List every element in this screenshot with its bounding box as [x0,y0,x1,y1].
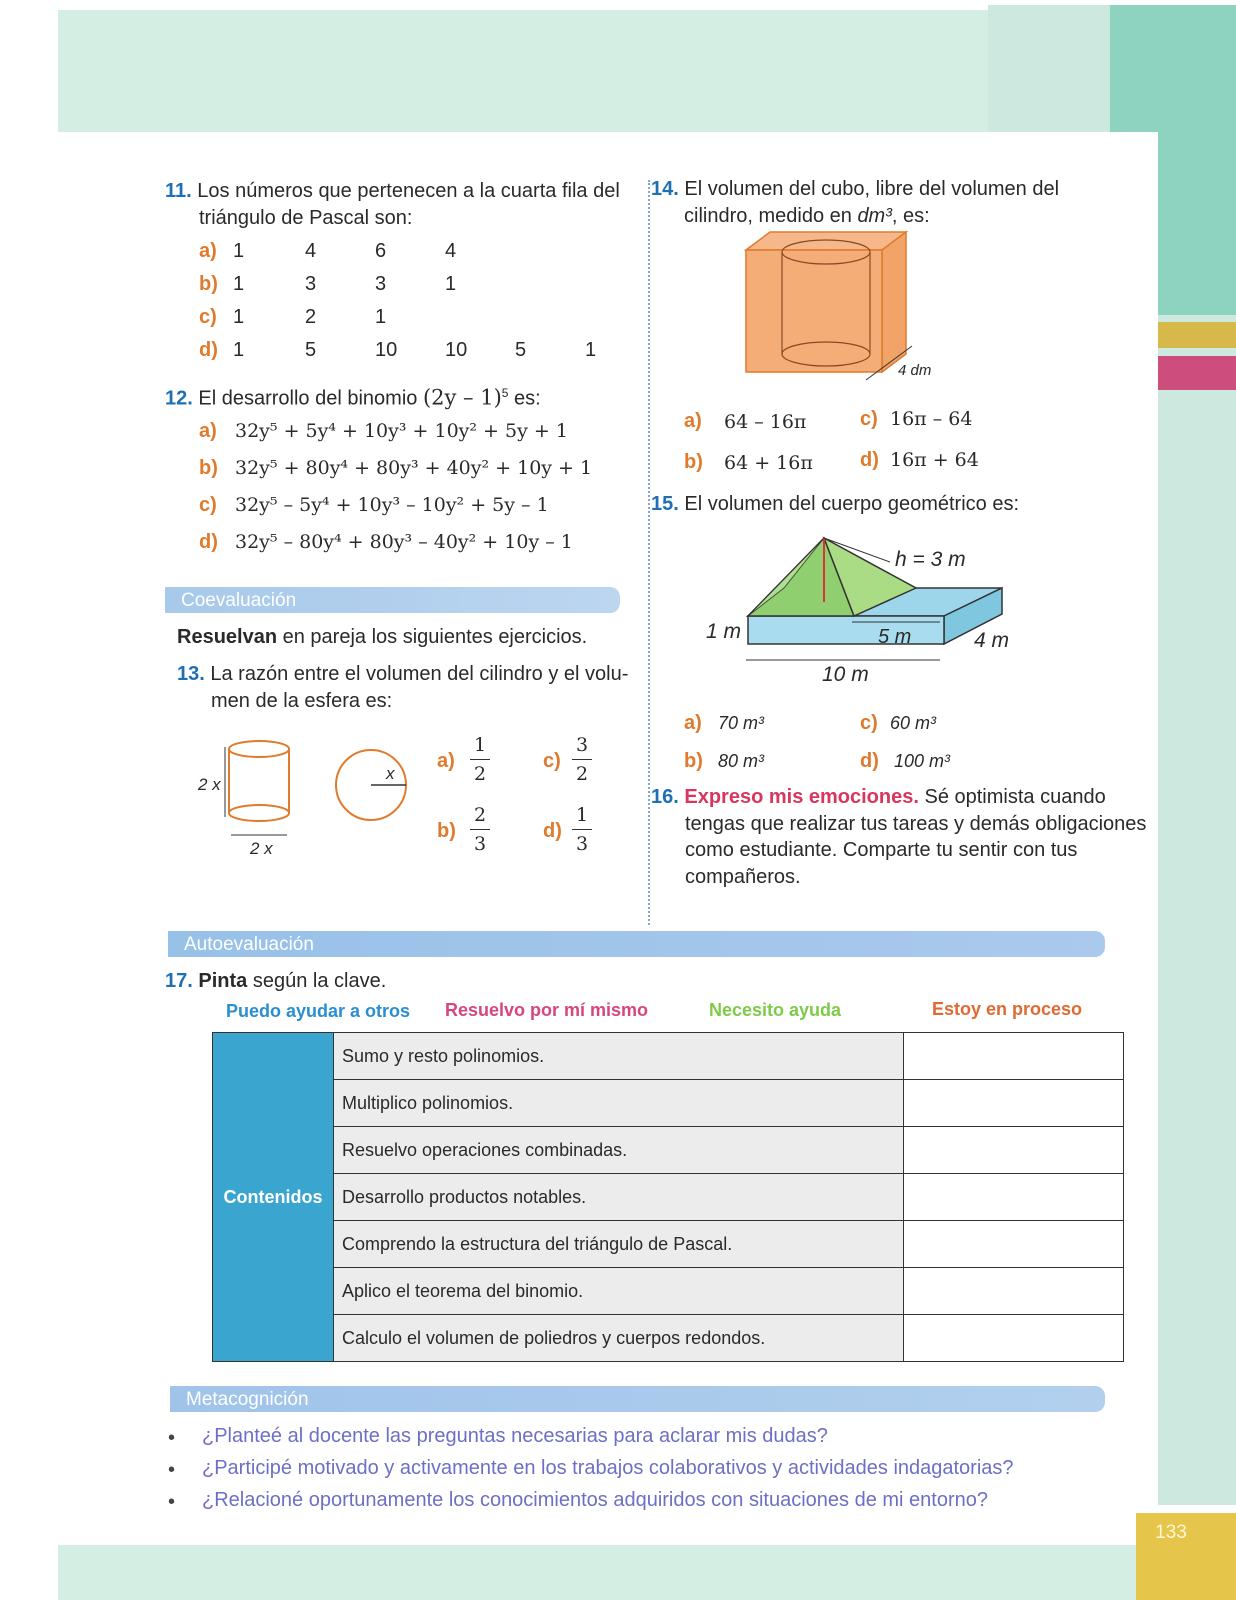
option-expression: 16π – 64 [890,408,973,430]
question-text-line: compañeros. [685,866,801,888]
question-text: es: [514,387,541,410]
option-label: a) [199,240,217,262]
question-text-line: El volumen del cubo, libre del volumen del [684,178,1060,200]
option-expression: 64 + 16π [724,452,813,474]
option-label: d) [860,449,879,471]
pyramid-base-label: 5 m [878,626,912,648]
sphere-shape [336,750,406,820]
question-text-line: como estudiante. Comparte tu sentir con tus [685,839,1078,861]
option-value: 1 [233,273,245,295]
option-value: 10 [445,339,468,361]
option-value: 3 [305,273,317,295]
question-14-text [651,176,1106,203]
cylinder-shape [229,741,289,821]
legend-en-proceso: Estoy en proceso [932,999,1083,1019]
table-row [213,1080,1124,1127]
column-divider [648,180,650,925]
instruction-bold: Pinta [198,970,248,992]
right-yellow-tab [1158,322,1236,348]
table-row [213,1268,1124,1315]
question-16-text [651,784,1106,811]
option-value: 1 [585,339,597,361]
metacognition-question: ¿Planteé al docente las preguntas necesarias para aclarar mis dudas? [202,1425,828,1447]
table-row [213,1127,1124,1174]
numerator: 1 [473,734,487,756]
emotion-heading: Expreso mis emociones. [684,786,919,808]
table-cell: Desarrollo productos notables. [334,1174,904,1221]
bullet-icon: • [168,1491,176,1513]
instruction-text: en pareja los siguientes ejercicios. [277,626,588,648]
option-label: b) [199,457,218,479]
option-value: 1 [233,240,245,262]
question-text: El desarrollo del binomio [198,387,418,410]
denominator: 3 [473,833,487,855]
paint-cell[interactable] [904,1268,1124,1315]
option-expression: 64 – 16π [724,411,807,433]
paint-cell[interactable] [904,1221,1124,1268]
table-header-contenidos: Contenidos [213,1033,334,1362]
question-text-line: tengas que realizar tus tareas y demás obligaciones [685,813,1147,835]
denominator: 2 [575,763,589,785]
metacognition-question: ¿Participé motivado y activamente en los trabajos colaborativos y actividades indagatorias? [202,1457,1014,1479]
prism-depth-label: 4 m [974,629,1010,652]
option-label: d) [199,339,218,361]
option-expression: 32y⁵ – 5y⁴ + 10y³ – 10y² + 5y – 1 [235,494,549,516]
option-row-c [199,306,619,330]
option-expression: 32y⁵ + 5y⁴ + 10y³ + 10y² + 5y + 1 [235,420,568,442]
sphere-radius-label: x [386,764,395,783]
option-label: d) [199,531,218,553]
question-number: 15. [651,493,679,515]
option-value: 4 [445,240,457,262]
metacognition-question: ¿Relacioné oportunamente los conocimientos adquiridos con situaciones de mi entorno? [202,1489,989,1511]
option-expression: 100 m³ [894,751,951,771]
question-text: , es: [891,205,930,227]
paint-cell[interactable] [904,1127,1124,1174]
question-15-text [651,491,1019,518]
fraction-c [572,734,592,785]
option-label: a) [684,410,702,432]
option-label: a) [684,712,702,734]
option-expression: 32y⁵ + 80y⁴ + 80y³ + 40y² + 10y + 1 [235,457,593,479]
coevaluacion-instruction [177,624,587,651]
autoevaluacion-header: Autoevaluación [168,931,1105,957]
option-label: d) [860,750,879,772]
table-row [213,1221,1124,1268]
bullet-icon: • [168,1459,176,1481]
self-evaluation-table [212,1032,1124,1362]
option-value: 1 [233,339,245,361]
cylinder-height-label: 2 x [198,775,221,794]
page-number: 133 [1155,1522,1187,1543]
top-decor-band [58,10,988,132]
coevaluacion-header: Coevaluación [165,587,620,613]
option-label: a) [199,420,217,442]
paint-cell[interactable] [904,1174,1124,1221]
question-13-text [177,661,628,688]
option-label: c) [860,408,878,430]
prism-height-label: 1 m [706,620,742,643]
option-value: 10 [375,339,398,361]
option-value: 5 [515,339,527,361]
height-label: h = 3 m [895,548,966,571]
cube-edge-label: 4 dm [898,362,932,379]
question-12-text [165,380,541,413]
option-row-b [199,273,619,297]
bottom-decor-band [58,1545,1236,1600]
question-17-text [165,968,386,995]
option-label: b) [684,750,703,772]
option-value: 3 [375,273,387,295]
option-label: d) [543,820,562,842]
question-11-text [165,178,620,205]
unit-text: dm³ [857,205,892,227]
question-number: 11. [165,180,192,202]
table-cell: Sumo y resto polinomios. [334,1033,904,1080]
metacognicion-header: Metacognición [170,1386,1105,1412]
question-text-line [684,203,930,230]
fraction-d [572,804,592,855]
option-label: c) [543,750,561,772]
question-text: El volumen del cuerpo geométrico es: [684,493,1019,515]
denominator: 3 [575,833,589,855]
table-row [213,1033,1124,1080]
numerator: 2 [473,804,487,826]
instruction-bold: Resuelvan [177,626,278,648]
question-number: 14. [651,178,679,200]
option-label: c) [860,712,878,734]
question-text: Sé optimista cuando [918,786,1106,808]
paint-cell[interactable] [904,1033,1124,1080]
option-expression: 70 m³ [718,713,765,733]
question-text-line: men de la esfera es: [211,690,393,712]
option-label: c) [199,494,217,516]
option-value: 6 [375,240,387,262]
fraction-b [470,804,490,855]
option-value: 1 [375,306,387,328]
legend-necesito-ayuda: Necesito ayuda [709,1000,842,1020]
option-value: 2 [305,306,317,328]
cylinder-width-label: 2 x [250,839,273,858]
instruction-text: según la clave. [247,970,387,992]
bullet-icon: • [168,1427,176,1449]
right-pink-tab [1158,356,1236,390]
option-value: 1 [445,273,457,295]
option-expression: 80 m³ [718,751,765,771]
numerator: 1 [575,804,589,826]
table-cell: Multiplico polinomios. [334,1080,904,1127]
option-label: a) [437,750,455,772]
question-number: 16. [651,786,679,808]
table-cell: Resuelvo operaciones combinadas. [334,1127,904,1174]
binomial-expression: (2y – 1) [422,385,502,410]
paint-cell[interactable] [904,1080,1124,1127]
denominator: 2 [473,763,487,785]
option-value: 5 [305,339,317,361]
table-row [213,1315,1124,1362]
numerator: 3 [575,734,589,756]
option-expression: 16π + 64 [890,449,979,471]
option-label: c) [199,306,217,328]
table-cell: Aplico el teorema del binomio. [334,1268,904,1315]
question-number: 13. [177,663,205,685]
table-row [213,1174,1124,1221]
prism-length-label: 10 m [822,663,869,686]
legend-puedo-ayudar: Puedo ayudar a otros [226,1001,411,1021]
option-label: b) [437,820,456,842]
option-row-d [199,339,619,363]
option-expression: 60 m³ [890,713,937,733]
option-row-a [199,240,619,264]
question-number: 17. [165,970,193,992]
table-cell: Calculo el volumen de poliedros y cuerpos redondos. [334,1315,904,1362]
question-number: 12. [165,387,193,410]
option-label: b) [684,451,703,473]
question-text-line: triángulo de Pascal son: [199,207,413,229]
table-cell: Comprendo la estructura del triángulo de Pascal. [334,1221,904,1268]
binomial-exponent: 5 [501,386,509,400]
question-text-line: Los números que pertenecen a la cuarta fila del [197,180,620,202]
legend-resuelvo-solo: Resuelvo por mí mismo [445,1000,649,1020]
paint-cell[interactable] [904,1315,1124,1362]
option-label: b) [199,273,218,295]
cylinder-sphere-figure [195,735,435,865]
question-text-line: La razón entre el volumen del cilindro y el volu- [210,663,629,685]
question-text: cilindro, medido en [684,205,858,227]
option-value: 4 [305,240,317,262]
option-expression: 32y⁵ – 80y⁴ + 80y³ – 40y² + 10y – 1 [235,531,573,553]
fraction-a [470,734,490,785]
option-value: 1 [233,306,245,328]
